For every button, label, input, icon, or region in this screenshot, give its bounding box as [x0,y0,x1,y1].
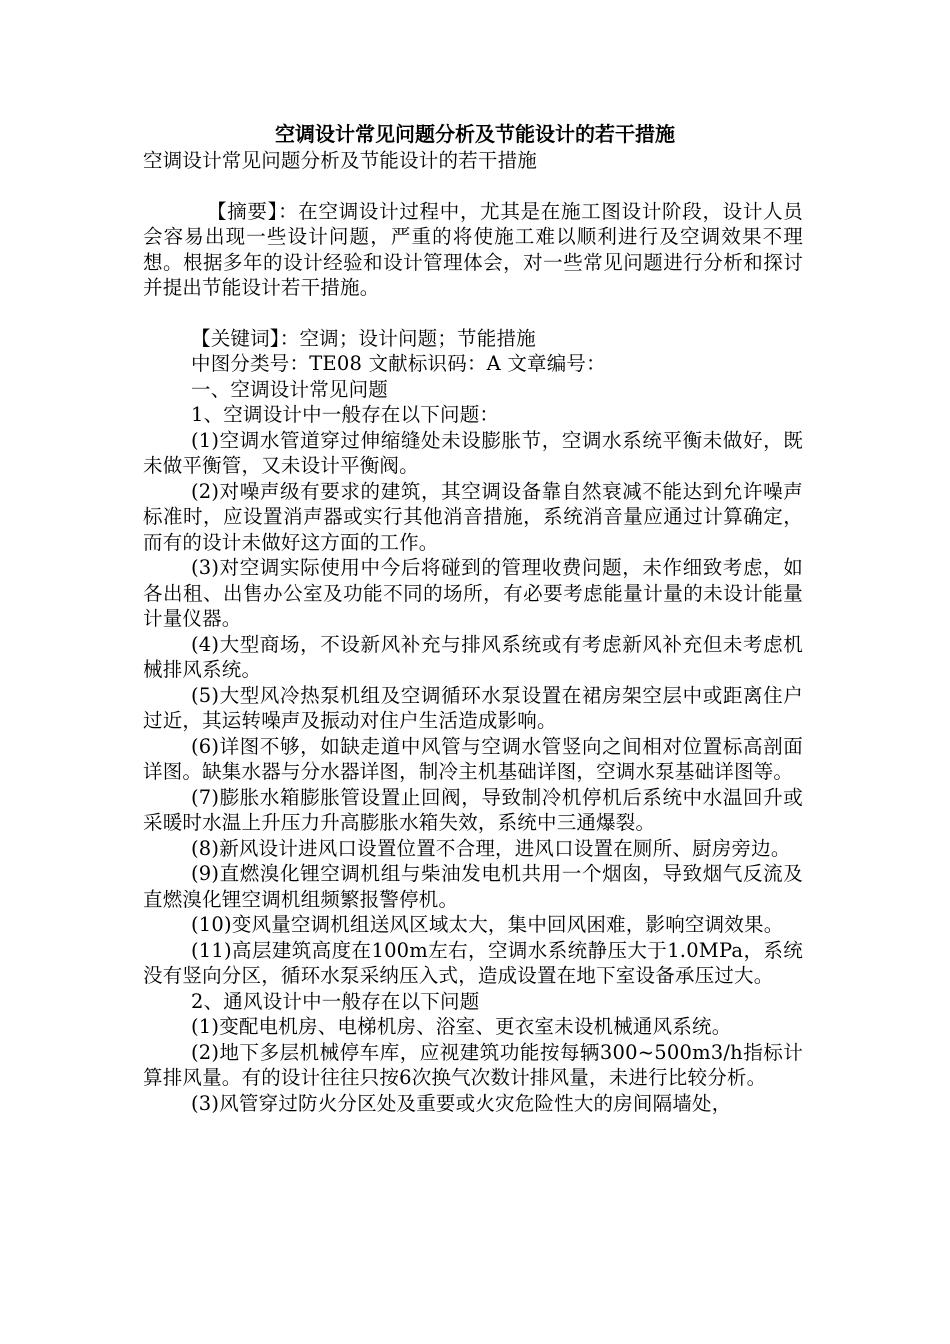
list-item: (10)变风量空调机组送风区域太大，集中回风困难，影响空调效果。 [191,913,784,936]
keywords-line: 【关键词】：空调；设计问题；节能措施 [191,326,536,350]
subsection-heading: 1、空调设计中一般存在以下问题： [191,403,500,426]
list-item: (11)高层建筑高度在100m左右，空调水系统静压大于1.0MPa，系统没有竖向分区，循环水泵采纳压入式，造成设置在地下室设备承压过大。 [143,938,803,987]
list-item: (5)大型风冷热泵机组及空调循环水泵设置在裙房架空层中或距离住户过近，其运转噪声及振动对住户生活造成影响。 [143,683,803,732]
list-item: (3)风管穿过防火分区处及重要或火灾危险性大的房间隔墙处， [191,1091,732,1115]
list-item: (4)大型商场，不设新风补充与排风系统或有考虑新风补充但未考虑机械排风系统。 [143,632,803,681]
blank-line [143,301,803,326]
document-body [143,148,803,1116]
abstract-paragraph: 【摘要】：在空调设计过程中，尤其是在施工图设计阶段，设计人员会容易出现一些设计问题，严重的将使施工难以顺利进行及空调效果不理想。根据多年的设计经验和设计管理体会，对一些常见问题进行分析和探讨并提出节能设计若干措施。 [143,199,803,299]
document-subtitle: 空调设计常见问题分析及节能设计的若干措施 [143,149,538,172]
list-item: (1)变配电机房、电梯机房、浴室、更衣室未设机械通风系统。 [191,1015,732,1038]
list-item: (9)直燃溴化锂空调机组与柴油发电机共用一个烟囱，导致烟气反流及直燃溴化锂空调机组频繁报警停机。 [143,862,803,911]
document-title: 空调设计常见问题分析及节能设计的若干措施 [275,122,675,146]
list-item: (1)空调水管道穿过伸缩缝处未设膨胀节，空调水系统平衡未做好，既未做平衡管，又未设计平衡阀。 [143,428,803,477]
list-item: (8)新风设计进风口设置位置不合理，进风口设置在厕所、厨房旁边。 [191,836,791,860]
list-item: (3)对空调实际使用中今后将碰到的管理收费问题，未作细致考虑，如各出租、出售办公室及功能不同的场所，有必要考虑能量计量的未设计能量计量仪器。 [143,556,803,630]
subsection-heading: 2、通风设计中一般存在以下问题 [191,989,480,1013]
section-heading: 一、空调设计常见问题 [191,377,389,401]
classification-line: 中图分类号：TE08 文献标识码：A 文章编号： [191,352,606,375]
list-item: (2)地下多层机械停车库，应视建筑功能按每辆300~500m3/h指标计算排风量。有的设计往往只按6次换气次数计排风量，未进行比较分析。 [143,1040,803,1089]
list-item: (2)对噪声级有要求的建筑，其空调设备靠自然衰减不能达到允许噪声标准时，应设置消声器或实行其他消音措施，系统消音量应通过计算确定，而有的设计未做好这方面的工作。 [143,479,803,554]
list-item: (7)膨胀水箱膨胀管设置止回阀，导致制冷机停机后系统中水温回升或采暖时水温上升压力升高膨胀水箱失效，系统中三通爆裂。 [143,785,803,834]
blank-line [143,174,803,199]
list-item: (6)详图不够，如缺走道中风管与空调水管竖向之间相对位置标高剖面详图。缺集水器与分水器详图，制冷主机基础详图，空调水泵基础详图等。 [143,734,803,783]
